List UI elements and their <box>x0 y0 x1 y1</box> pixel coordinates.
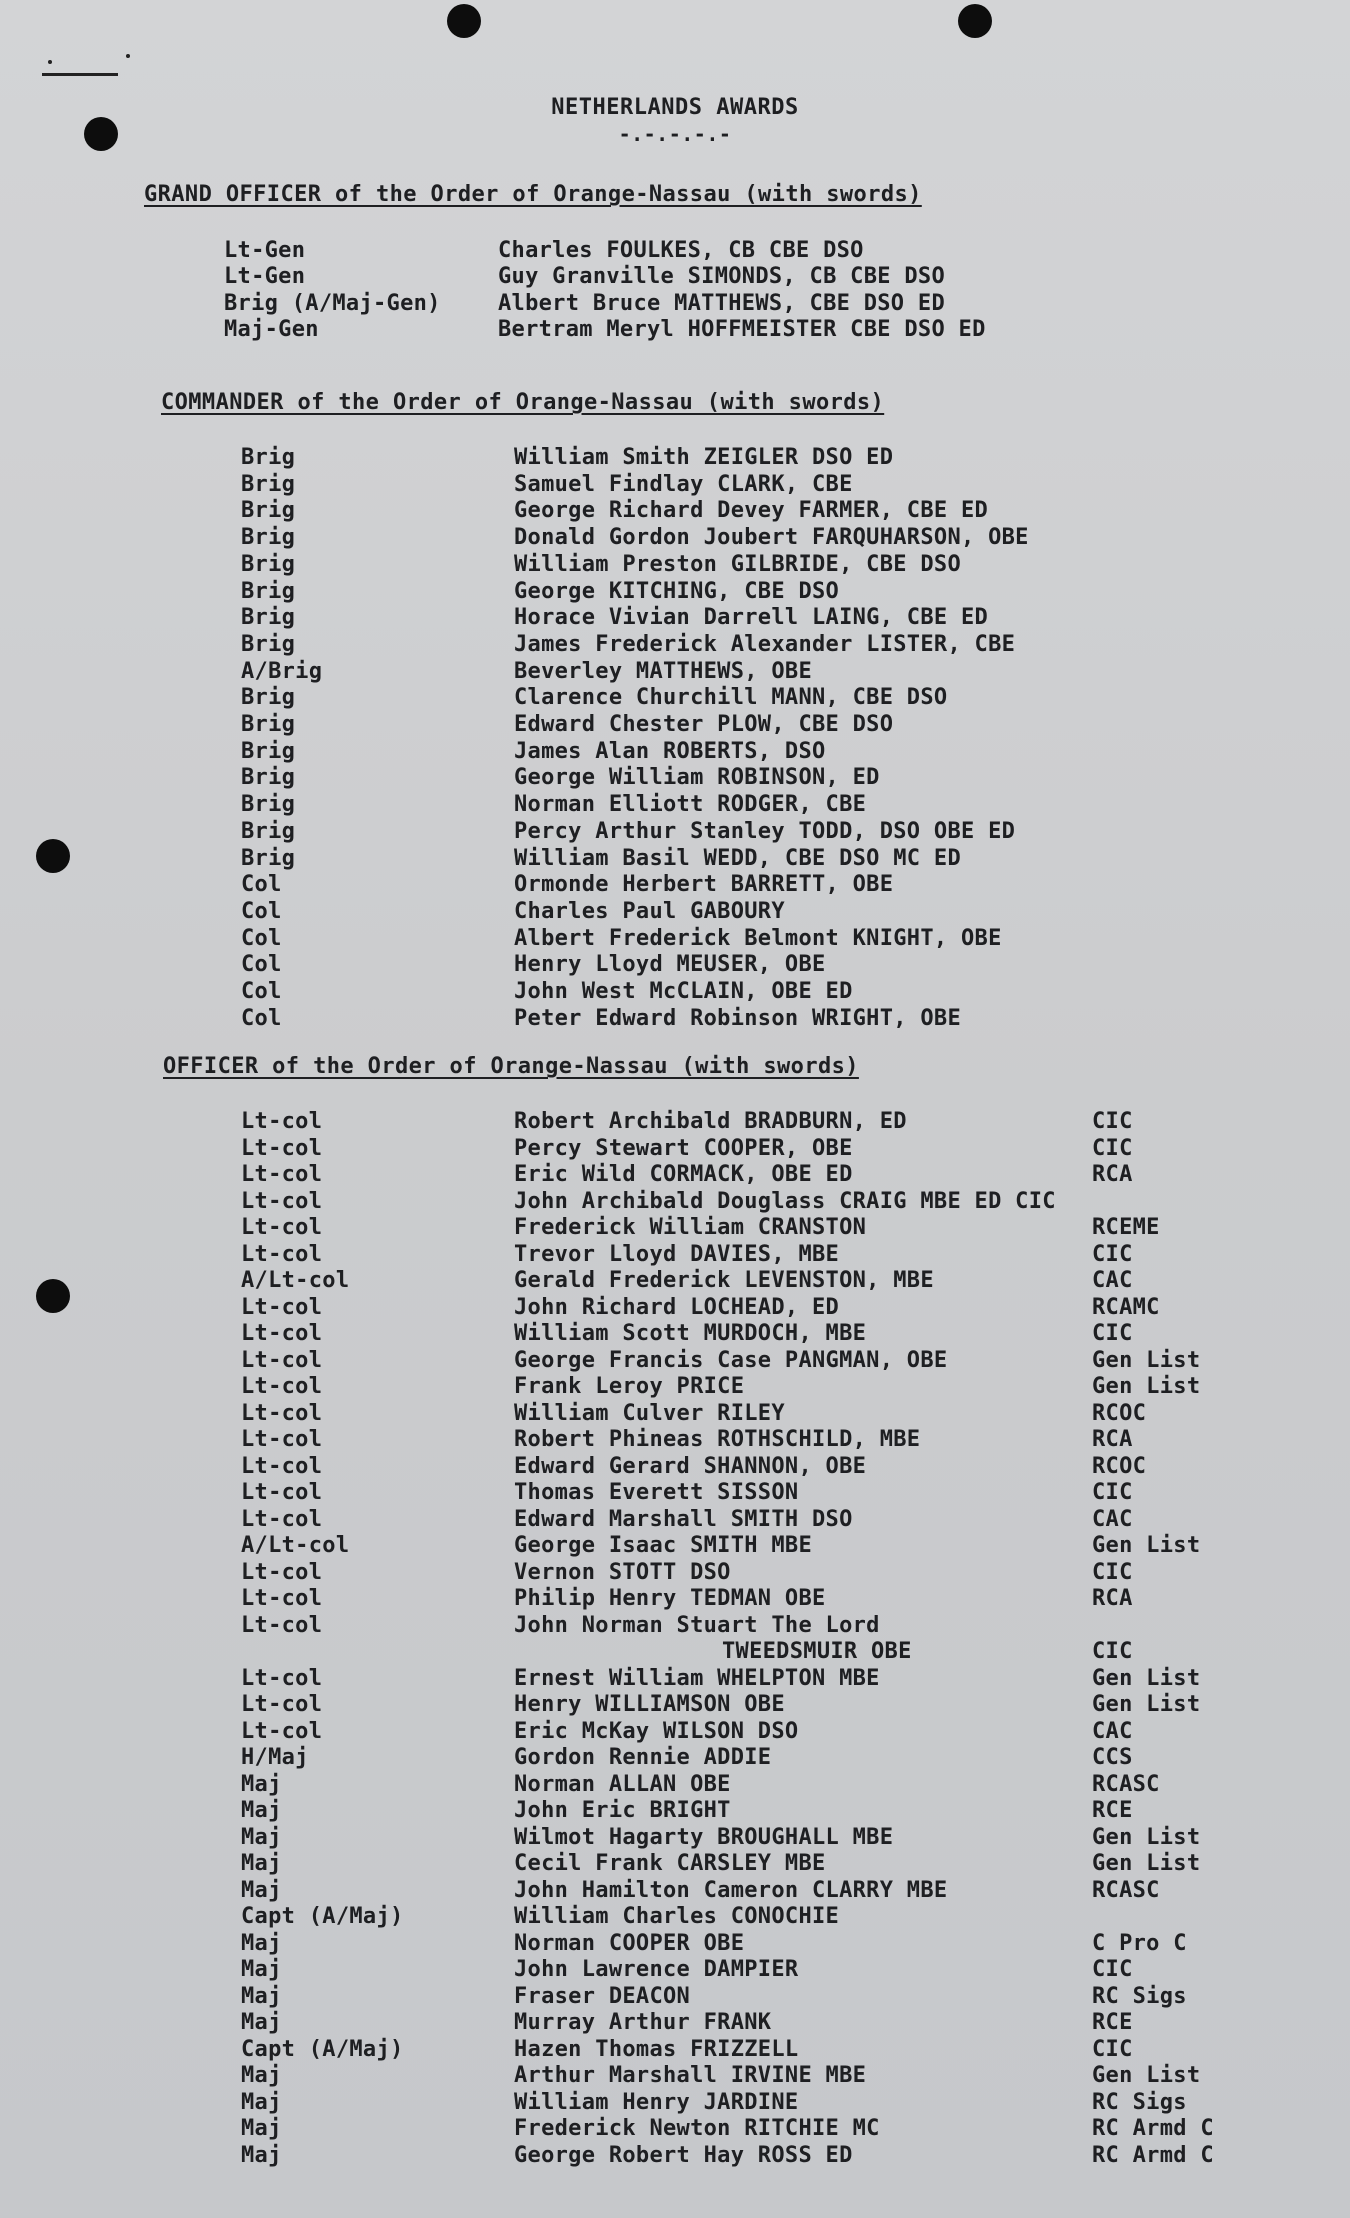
list-item <box>0 2116 1350 2143</box>
list-item <box>0 1295 1350 1322</box>
rank: Brig <box>241 712 296 737</box>
rank: Lt-Gen <box>224 238 306 263</box>
rank: Brig <box>241 631 296 657</box>
corps: Gen List <box>1092 1824 1201 1850</box>
officer-name: William Henry JARDINE <box>514 2089 799 2115</box>
list-item <box>0 317 1350 344</box>
list-item <box>0 1507 1350 1534</box>
corps: RCE <box>1092 1798 1133 1823</box>
officer-name: Peter Edward Robinson WRIGHT, OBE <box>514 1005 961 1031</box>
rank: Maj <box>241 2089 282 2115</box>
officer-name: Ernest William WHELPTON MBE <box>514 1665 880 1691</box>
list-item <box>0 2090 1350 2117</box>
list-item <box>0 1242 1350 1269</box>
list-item <box>0 792 1350 819</box>
corps: RCOC <box>1092 1453 1147 1479</box>
rank: A/Lt-col <box>241 1268 350 1293</box>
officer-name: George Francis Case PANGMAN, OBE <box>514 1347 948 1373</box>
list-item <box>0 1454 1350 1481</box>
list-item <box>0 1586 1350 1613</box>
rank: Lt-col <box>241 1586 323 1611</box>
rank: Lt-col <box>241 1480 323 1505</box>
list-item <box>0 1136 1350 1163</box>
officer-name: TWEEDSMUIR OBE <box>722 1639 912 1664</box>
list-item <box>0 264 1350 291</box>
officer-name: Horace Vivian Darrell LAING, CBE ED <box>514 605 989 631</box>
corps: RCA <box>1092 1162 1133 1187</box>
corps: RC Armd C <box>1092 2142 1214 2168</box>
officer-name: John Norman Stuart The Lord <box>514 1612 880 1638</box>
officer-name: Norman COOPER OBE <box>514 1930 745 1956</box>
list-item <box>0 1666 1350 1693</box>
rank: Brig <box>241 845 296 871</box>
list-item <box>0 659 1350 686</box>
rank: Brig <box>241 818 296 844</box>
list-item <box>0 1268 1350 1295</box>
corps: CIC <box>1092 1241 1133 1267</box>
rank: Lt-col <box>241 1506 323 1532</box>
officer-name: Hazen Thomas FRIZZELL <box>514 2036 799 2062</box>
officer-name: Wilmot Hagarty BROUGHALL MBE <box>514 1824 894 1850</box>
officer-name: Edward Chester PLOW, CBE DSO <box>514 712 894 737</box>
officer-name: Gerald Frederick LEVENSTON, MBE <box>514 1268 934 1293</box>
rank: Maj <box>241 2116 282 2141</box>
list-item <box>0 1427 1350 1454</box>
rank: Brig <box>241 605 296 631</box>
officer-name: John Archibald Douglass CRAIG MBE ED CIC <box>514 1188 1056 1214</box>
officer-name: Eric McKay WILSON DSO <box>514 1718 799 1744</box>
officer-name: George Richard Devey FARMER, CBE ED <box>514 498 989 524</box>
corps: CIC <box>1092 1639 1133 1664</box>
rank: Col <box>241 979 282 1004</box>
officer-name: William Basil WEDD, CBE DSO MC ED <box>514 845 961 871</box>
rank: Lt-col <box>241 1427 323 1452</box>
officer-name: Thomas Everett SISSON <box>514 1480 799 1505</box>
officer-name: Arthur Marshall IRVINE MBE <box>514 2063 867 2088</box>
rank: Col <box>241 952 282 978</box>
corps: RCAMC <box>1092 1294 1160 1320</box>
corps: RCA <box>1092 1586 1133 1611</box>
list-item <box>0 1215 1350 1242</box>
corps: CIC <box>1092 1321 1133 1346</box>
rank: Brig <box>241 498 296 524</box>
list-item <box>0 472 1350 499</box>
officer-name: Samuel Findlay CLARK, CBE <box>514 471 853 497</box>
rank: Brig <box>241 445 296 470</box>
list-item <box>0 1480 1350 1507</box>
officer-name: Donald Gordon Joubert FARQUHARSON, OBE <box>514 525 1029 551</box>
rank: Lt-col <box>241 1665 323 1691</box>
rank: Capt (A/Maj) <box>241 2036 404 2062</box>
list-item <box>0 1162 1350 1189</box>
rank: Lt-col <box>241 1321 323 1346</box>
officer-name: George Isaac SMITH MBE <box>514 1533 812 1558</box>
corps: Gen List <box>1092 1851 1201 1876</box>
list-item <box>0 1560 1350 1587</box>
corps: RCOC <box>1092 1400 1147 1426</box>
officer-name: John Lawrence DAMPIER <box>514 1957 799 1982</box>
officer-name: John Hamilton Cameron CLARRY MBE <box>514 1877 948 1903</box>
list-item <box>0 1109 1350 1136</box>
rank: Maj <box>241 2010 282 2035</box>
officer-name: Robert Archibald BRADBURN, ED <box>514 1109 907 1134</box>
officer-name: George Robert Hay ROSS ED <box>514 2142 853 2168</box>
rank: Lt-col <box>241 1400 323 1426</box>
rank: Brig <box>241 765 296 791</box>
rank: Brig <box>241 738 296 764</box>
officer-name: Percy Stewart COOPER, OBE <box>514 1135 853 1161</box>
list-item <box>0 846 1350 873</box>
list-item <box>0 899 1350 926</box>
rank: Lt-col <box>241 1559 323 1585</box>
officer-name: Ormonde Herbert BARRETT, OBE <box>514 872 894 898</box>
officer-name: Beverley MATTHEWS, OBE <box>514 658 812 684</box>
list-item <box>0 1798 1350 1825</box>
binder-hole <box>447 4 481 38</box>
corps: CIC <box>1092 1480 1133 1505</box>
list-item <box>0 1401 1350 1428</box>
officer-name: Albert Frederick Belmont KNIGHT, OBE <box>514 925 1002 951</box>
list-item <box>0 579 1350 606</box>
list-item <box>0 1639 1350 1666</box>
rank: Lt-col <box>241 1188 323 1214</box>
corps: RCASC <box>1092 1771 1160 1797</box>
list-item <box>0 1006 1350 1033</box>
list-item <box>0 1931 1350 1958</box>
list-item <box>0 2010 1350 2037</box>
officer-name: Murray Arthur FRANK <box>514 2010 772 2035</box>
officer-name: William Preston GILBRIDE, CBE DSO <box>514 551 961 577</box>
rank: Lt-col <box>241 1135 323 1161</box>
officer-name: John Richard LOCHEAD, ED <box>514 1294 840 1320</box>
rank: Maj <box>241 1957 282 1982</box>
rank: Maj <box>241 1824 282 1850</box>
rank: Lt-col <box>241 1692 323 1717</box>
list-item <box>0 1348 1350 1375</box>
corps: RCEME <box>1092 1215 1160 1240</box>
corps: RC Armd C <box>1092 2116 1214 2141</box>
officer-name: Robert Phineas ROTHSCHILD, MBE <box>514 1427 921 1452</box>
list-item <box>0 926 1350 953</box>
corps: C Pro C <box>1092 1930 1187 1956</box>
rank: Brig <box>241 578 296 604</box>
officer-name: John Eric BRIGHT <box>514 1798 731 1823</box>
officer-name: Percy Arthur Stanley TODD, DSO OBE ED <box>514 818 1016 844</box>
corps: CCS <box>1092 1745 1133 1770</box>
rank: Lt-col <box>241 1109 323 1134</box>
section-heading-grand-officer: GRAND OFFICER of the Order of Orange-Nassau (with swords) <box>144 182 922 207</box>
binder-hole <box>958 4 992 38</box>
officer-name: Charles Paul GABOURY <box>514 898 785 924</box>
corps: CIC <box>1092 1957 1133 1982</box>
rank: Lt-col <box>241 1215 323 1240</box>
list-item <box>0 685 1350 712</box>
document-title: NETHERLANDS AWARDS <box>551 95 799 120</box>
rank: Lt-col <box>241 1347 323 1373</box>
rank: Col <box>241 1005 282 1031</box>
officer-name: Norman ALLAN OBE <box>514 1771 731 1797</box>
rank: Lt-col <box>241 1453 323 1479</box>
rank: A/Lt-col <box>241 1533 350 1558</box>
list-item <box>0 632 1350 659</box>
section-heading-officer: OFFICER of the Order of Orange-Nassau (with swords) <box>163 1054 859 1079</box>
list-item <box>0 605 1350 632</box>
list-item <box>0 712 1350 739</box>
rank: Maj <box>241 1877 282 1903</box>
rank: Brig <box>241 551 296 577</box>
rank: Col <box>241 872 282 898</box>
list-item <box>0 1321 1350 1348</box>
rank: Col <box>241 898 282 924</box>
list-item <box>0 1533 1350 1560</box>
rank: Lt-col <box>241 1241 323 1267</box>
list-item <box>0 2143 1350 2170</box>
officer-name: Albert Bruce MATTHEWS, CBE DSO ED <box>498 290 945 316</box>
rank: Capt (A/Maj) <box>241 1904 404 1929</box>
list-item <box>0 872 1350 899</box>
officer-name: John West McCLAIN, OBE ED <box>514 979 853 1004</box>
officer-name: Bertram Meryl HOFFMEISTER CBE DSO ED <box>498 316 986 342</box>
officer-name: William Smith ZEIGLER DSO ED <box>514 445 894 470</box>
list-item <box>0 2063 1350 2090</box>
officer-name: Philip Henry TEDMAN OBE <box>514 1586 826 1611</box>
rank: Brig <box>241 792 296 818</box>
list-item <box>0 291 1350 318</box>
officer-name: William Scott MURDOCH, MBE <box>514 1321 867 1346</box>
corps: CAC <box>1092 1268 1133 1293</box>
list-item <box>0 952 1350 979</box>
list-item <box>0 739 1350 766</box>
corps: Gen List <box>1092 1347 1201 1373</box>
rank: Maj <box>241 1983 282 2009</box>
list-item <box>0 552 1350 579</box>
officer-name: Frederick William CRANSTON <box>514 1215 867 1240</box>
rank: Col <box>241 925 282 951</box>
officer-name: Frank Leroy PRICE <box>514 1374 745 1399</box>
list-item <box>0 498 1350 525</box>
officer-name: Henry WILLIAMSON OBE <box>514 1692 785 1717</box>
officer-name: Edward Marshall SMITH DSO <box>514 1506 853 1532</box>
rank: Maj <box>241 1851 282 1876</box>
list-item <box>0 1957 1350 1984</box>
officer-name: Guy Granville SIMONDS, CB CBE DSO <box>498 264 945 290</box>
rank: Maj <box>241 1771 282 1797</box>
corps: CAC <box>1092 1506 1133 1532</box>
rank: Brig <box>241 471 296 497</box>
list-item <box>0 1692 1350 1719</box>
list-item <box>0 1719 1350 1746</box>
rank: Brig (A/Maj-Gen) <box>224 290 441 316</box>
section-heading-commander: COMMANDER of the Order of Orange-Nassau (with swords) <box>161 390 885 415</box>
corps: Gen List <box>1092 1692 1201 1717</box>
rank: Lt-col <box>241 1612 323 1638</box>
list-item <box>0 1878 1350 1905</box>
corps: CIC <box>1092 1109 1133 1134</box>
officer-name: Henry Lloyd MEUSER, OBE <box>514 952 826 978</box>
rank: Lt-col <box>241 1374 323 1399</box>
corps: Gen List <box>1092 1665 1201 1691</box>
officer-name: Gordon Rennie ADDIE <box>514 1745 772 1770</box>
list-item <box>0 979 1350 1006</box>
list-item <box>0 2037 1350 2064</box>
officer-name: Vernon STOTT DSO <box>514 1559 731 1585</box>
rank: Maj <box>241 1798 282 1823</box>
officer-name: George William ROBINSON, ED <box>514 765 880 791</box>
list-item <box>0 1825 1350 1852</box>
officer-name: George KITCHING, CBE DSO <box>514 578 840 604</box>
pencil-mark <box>126 54 130 58</box>
list-item <box>0 1851 1350 1878</box>
rank: Brig <box>241 685 296 711</box>
corps: RCA <box>1092 1427 1133 1452</box>
corps: CIC <box>1092 1559 1133 1585</box>
officer-name: Charles FOULKES, CB CBE DSO <box>498 238 864 263</box>
list-item <box>0 1984 1350 2011</box>
list-item <box>0 765 1350 792</box>
officer-name: Trevor Lloyd DAVIES, MBE <box>514 1241 840 1267</box>
officer-name: Fraser DEACON <box>514 1983 691 2009</box>
list-item <box>0 445 1350 472</box>
rank: Brig <box>241 525 296 551</box>
officer-name: Cecil Frank CARSLEY MBE <box>514 1851 826 1876</box>
list-item <box>0 1374 1350 1401</box>
corps: CIC <box>1092 1135 1133 1161</box>
officer-name: Edward Gerard SHANNON, OBE <box>514 1453 867 1479</box>
rank: Lt-col <box>241 1718 323 1744</box>
officer-name: James Frederick Alexander LISTER, CBE <box>514 631 1016 657</box>
rank: Maj <box>241 2063 282 2088</box>
officer-name: Frederick Newton RITCHIE MC <box>514 2116 880 2141</box>
list-item <box>0 1189 1350 1216</box>
list-item <box>0 525 1350 552</box>
officer-name: William Culver RILEY <box>514 1400 785 1426</box>
list-item <box>0 238 1350 265</box>
list-item <box>0 1745 1350 1772</box>
corps: RC Sigs <box>1092 2089 1187 2115</box>
officer-name: Eric Wild CORMACK, OBE ED <box>514 1162 853 1187</box>
corps: RCASC <box>1092 1877 1160 1903</box>
rank: Lt-Gen <box>224 264 306 290</box>
rank: Maj <box>241 2142 282 2168</box>
corps: RCE <box>1092 2010 1133 2035</box>
list-item <box>0 1904 1350 1931</box>
officer-name: James Alan ROBERTS, DSO <box>514 738 826 764</box>
title-rule: -.-.-.-.- <box>618 122 732 146</box>
officer-name: Norman Elliott RODGER, CBE <box>514 792 867 818</box>
corps: RC Sigs <box>1092 1983 1187 2009</box>
pencil-mark <box>48 60 52 64</box>
rank: H/Maj <box>241 1745 309 1770</box>
corps: Gen List <box>1092 1374 1201 1399</box>
rank: Maj-Gen <box>224 316 319 342</box>
rank: Lt-col <box>241 1162 323 1187</box>
officer-name: William Charles CONOCHIE <box>514 1904 840 1929</box>
corps: Gen List <box>1092 2063 1201 2088</box>
corps: Gen List <box>1092 1533 1201 1558</box>
officer-name: Clarence Churchill MANN, CBE DSO <box>514 685 948 711</box>
rank: Lt-col <box>241 1294 323 1320</box>
list-item <box>0 819 1350 846</box>
pencil-mark <box>42 73 118 76</box>
list-item <box>0 1772 1350 1799</box>
rank: A/Brig <box>241 658 323 684</box>
corps: CAC <box>1092 1718 1133 1744</box>
list-item <box>0 1613 1350 1640</box>
rank: Maj <box>241 1930 282 1956</box>
corps: CIC <box>1092 2036 1133 2062</box>
